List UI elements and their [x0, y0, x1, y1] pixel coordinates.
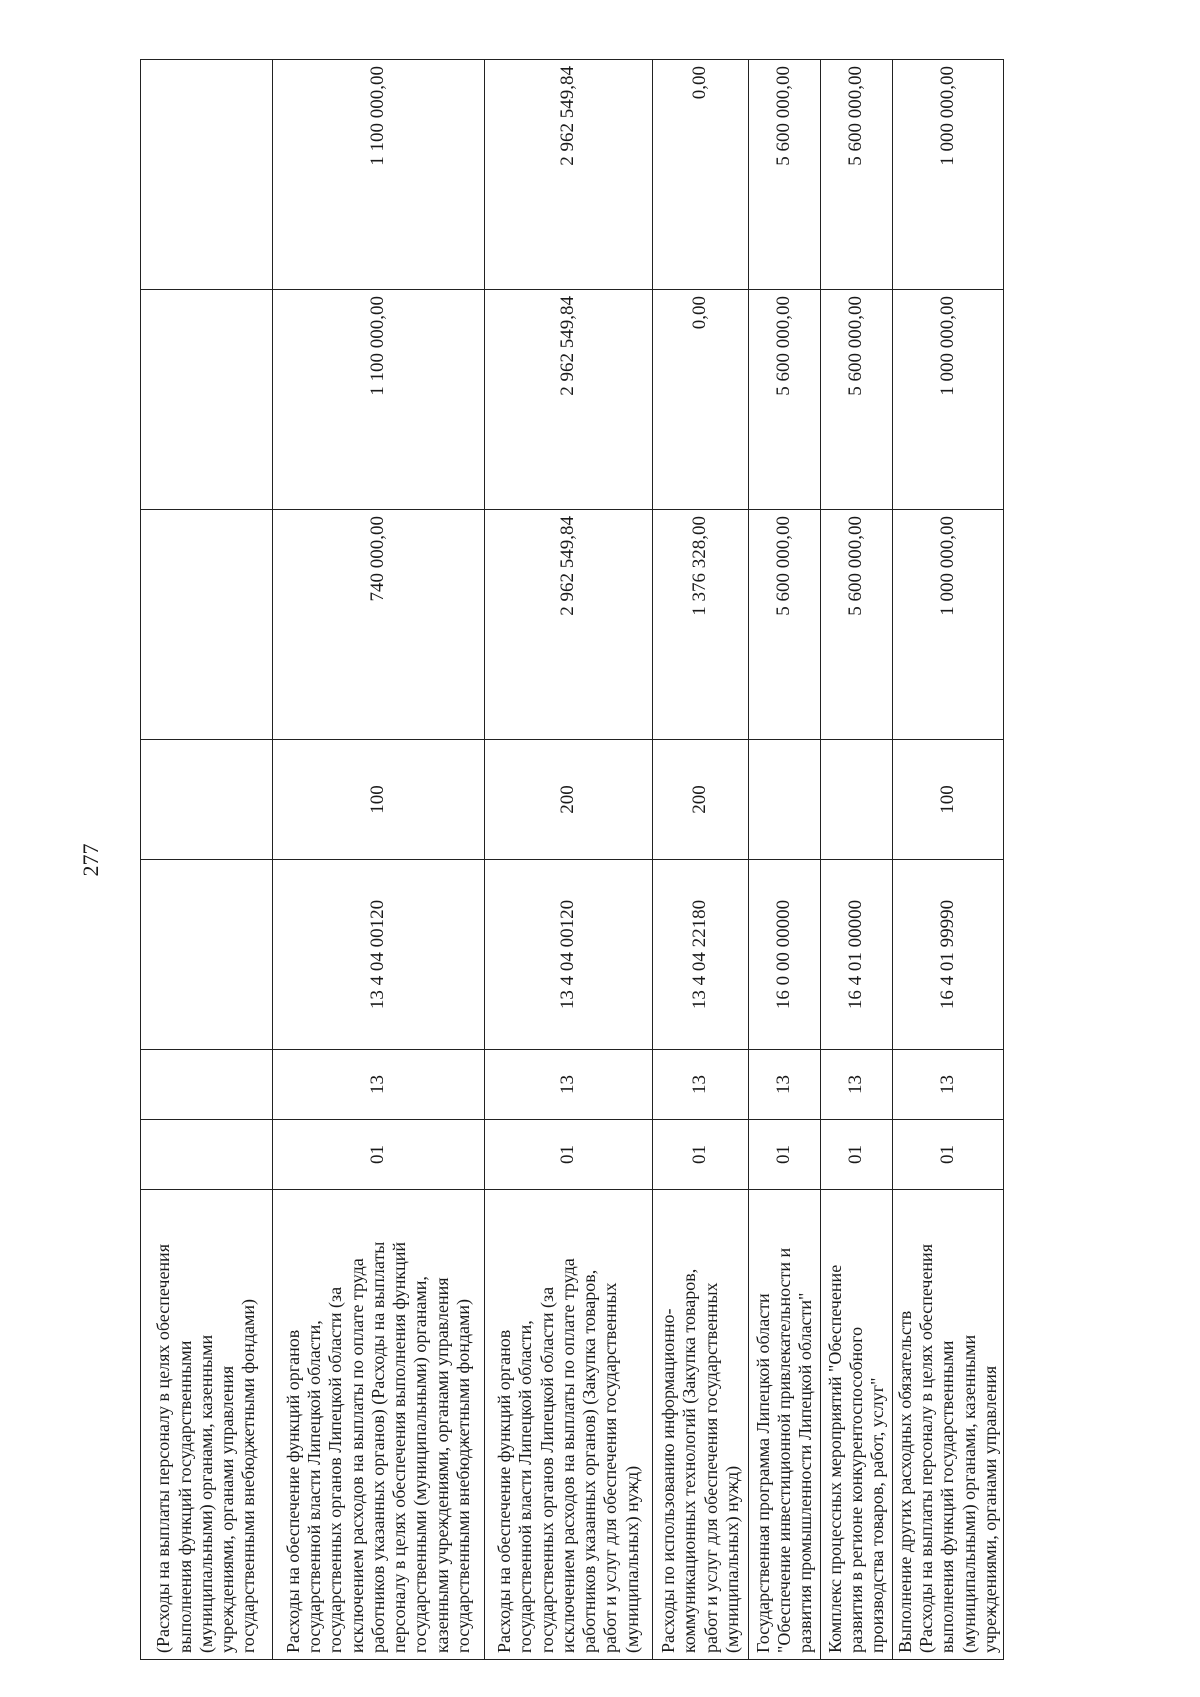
description-line: работников указанных органов) (Закупка товаров,	[579, 1269, 600, 1653]
target-item-code: 16 0 00 00000	[749, 860, 821, 1050]
description-line: Выполнение других расходных обязательств	[895, 1310, 915, 1653]
description-line: персоналу в целях обеспечения выполнения функций	[389, 1242, 410, 1653]
subsection-code: 13	[893, 1050, 1004, 1120]
expense-type-code: 200	[653, 740, 749, 860]
description-line: государственной власти Липецкой области,	[304, 1320, 325, 1653]
description-line: (муниципальными) органами, казенными	[958, 1334, 979, 1653]
table-row	[821, 60, 893, 1660]
target-item-code: 13 4 04 22180	[653, 860, 749, 1050]
budget-table	[140, 59, 1004, 1660]
description-line: исключением расходов на выплаты по оплате труда	[346, 1258, 367, 1653]
description-line: (Расходы на выплаты персоналу в целях обеспечения	[916, 1244, 937, 1653]
target-item-code: 16 4 01 99990	[893, 860, 1004, 1050]
amount-year-3: 5 600 000,00	[749, 60, 821, 290]
table-row	[485, 60, 653, 1660]
description-line: исключением расходов на выплаты по оплате труда	[557, 1258, 578, 1653]
amount-year-2: 5 600 000,00	[821, 290, 893, 510]
description-line: развития в регионе конкурентоспособного	[845, 1326, 866, 1653]
expense-type-code: 200	[485, 740, 653, 860]
description-line: (муниципальных) нужд)	[721, 1465, 742, 1653]
description-line: Расходы на обеспечение функций органов	[282, 1329, 303, 1653]
amount-year-3	[141, 60, 273, 290]
target-item-code	[141, 860, 273, 1050]
description-line: производства товаров, работ, услуг"	[867, 1377, 888, 1653]
table-row	[273, 60, 485, 1660]
row-description	[485, 1190, 653, 1660]
row-description	[821, 1190, 893, 1660]
amount-year-3: 1 100 000,00	[273, 60, 485, 290]
section-code: 01	[653, 1120, 749, 1190]
amount-year-1: 5 600 000,00	[749, 510, 821, 740]
description-line: коммуникационных технологий (Закупка товаров,	[679, 1268, 700, 1653]
row-description	[273, 1190, 485, 1660]
subsection-code: 13	[821, 1050, 893, 1120]
row-description	[653, 1190, 749, 1660]
amount-year-1: 1 376 328,00	[653, 510, 749, 740]
description-line: Расходы на обеспечение функций органов	[494, 1329, 515, 1653]
description-line: казенными учреждениями, органами управления	[431, 1277, 452, 1653]
amount-year-1	[141, 510, 273, 740]
subsection-code: 13	[749, 1050, 821, 1120]
subsection-code	[141, 1050, 273, 1120]
expense-type-code	[749, 740, 821, 860]
description-line: учреждениями, органами управления	[979, 1365, 1000, 1653]
amount-year-3: 2 962 549,84	[485, 60, 653, 290]
description-line: выполнения функций государственными	[174, 1340, 195, 1653]
table-row	[749, 60, 821, 1660]
description-line: государственными (муниципальными) органами,	[410, 1276, 431, 1653]
description-line: государственной власти Липецкой области,	[515, 1320, 536, 1653]
row-description	[749, 1190, 821, 1660]
section-code: 01	[749, 1120, 821, 1190]
row-description	[141, 1190, 273, 1660]
expense-type-code: 100	[273, 740, 485, 860]
description-line: государственных органов Липецкой области (за	[325, 1286, 346, 1653]
description-line: (муниципальных) нужд)	[621, 1465, 642, 1653]
target-item-code: 13 4 04 00120	[273, 860, 485, 1050]
description-line: (муниципальными) органами, казенными	[195, 1334, 216, 1653]
description-line: работ и услуг для обеспечения государственных	[600, 1282, 621, 1653]
description-line: государственными внебюджетными фондами)	[238, 1298, 259, 1653]
description-line: Государственная программа Липецкой области	[752, 1293, 773, 1653]
subsection-code: 13	[273, 1050, 485, 1120]
description-line: выполнения функций государственными	[937, 1340, 958, 1653]
description-line: государственных органов Липецкой области (за	[536, 1286, 557, 1653]
description-line: работников указанных органов) (Расходы на выплаты	[367, 1241, 388, 1653]
target-item-code: 13 4 04 00120	[485, 860, 653, 1050]
table-row	[893, 60, 1004, 1660]
description-line: работ и услуг для обеспечения государственных	[700, 1282, 721, 1653]
section-code: 01	[821, 1120, 893, 1190]
amount-year-3: 1 000 000,00	[893, 60, 1004, 290]
section-code: 01	[893, 1120, 1004, 1190]
description-line: развития промышленности Липецкой области"	[795, 1292, 816, 1653]
amount-year-2	[141, 290, 273, 510]
amount-year-1: 2 962 549,84	[485, 510, 653, 740]
amount-year-1: 740 000,00	[273, 510, 485, 740]
amount-year-3: 0,00	[653, 60, 749, 290]
section-code: 01	[485, 1120, 653, 1190]
description-line: учреждениями, органами управления	[217, 1365, 238, 1653]
table-row	[141, 60, 273, 1660]
amount-year-2: 1 100 000,00	[273, 290, 485, 510]
section-code	[141, 1120, 273, 1190]
expense-type-code: 100	[893, 740, 1004, 860]
subsection-code: 13	[653, 1050, 749, 1120]
target-item-code: 16 4 01 00000	[821, 860, 893, 1050]
table-row	[653, 60, 749, 1660]
description-line: Комплекс процессных мероприятий "Обеспечение	[824, 1264, 845, 1653]
description-line: государственными внебюджетными фондами)	[452, 1298, 473, 1653]
amount-year-2: 5 600 000,00	[749, 290, 821, 510]
amount-year-2: 2 962 549,84	[485, 290, 653, 510]
description-line: "Обеспечение инвестиционной привлекательности и	[773, 1247, 794, 1653]
rotated-sheet	[78, 60, 1060, 1660]
expense-type-code	[821, 740, 893, 860]
row-description	[893, 1190, 1004, 1660]
amount-year-1: 1 000 000,00	[893, 510, 1004, 740]
expense-type-code	[141, 740, 273, 860]
section-code: 01	[273, 1120, 485, 1190]
description-line: (Расходы на выплаты персоналу в целях обеспечения	[153, 1244, 174, 1653]
amount-year-2: 0,00	[653, 290, 749, 510]
description-line: Расходы по использованию информационно-	[658, 1308, 679, 1653]
amount-year-1: 5 600 000,00	[821, 510, 893, 740]
page-number: 277	[78, 843, 103, 877]
amount-year-2: 1 000 000,00	[893, 290, 1004, 510]
subsection-code: 13	[485, 1050, 653, 1120]
table-body	[141, 60, 1004, 1660]
amount-year-3: 5 600 000,00	[821, 60, 893, 290]
